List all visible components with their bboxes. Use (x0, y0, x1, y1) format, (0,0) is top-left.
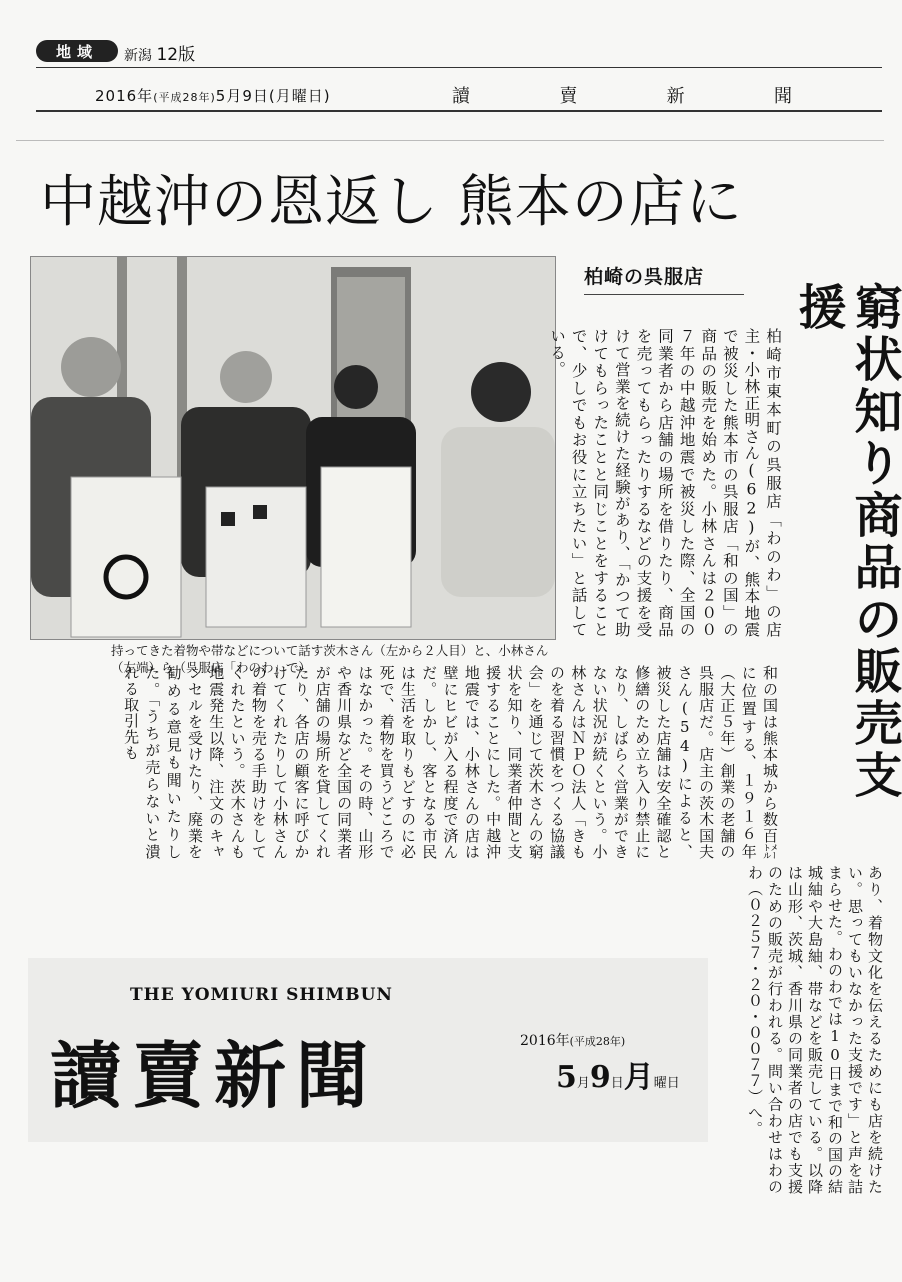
section-tag: 地域 (36, 40, 118, 62)
dateline-date: 5月9日 (215, 87, 269, 105)
edition-region: 新潟 (124, 48, 152, 64)
masthead-era: (平成28年) (569, 1035, 626, 1048)
masthead-weekday-unit: 曜日 (653, 1076, 680, 1091)
masthead-title: 讀賣新聞 (50, 1033, 379, 1118)
paper-char: 賣 (559, 86, 578, 107)
dateline-year: 2016年 (95, 87, 154, 105)
masthead-english: THE YOMIURI SHIMBUN (130, 985, 393, 1005)
top-rule (36, 67, 882, 68)
paper-char: 讀 (452, 86, 470, 107)
headline: 中越沖の恩返し 熊本の店に (40, 170, 743, 235)
dateline (95, 85, 331, 106)
masthead-day-unit: 日 (610, 1076, 624, 1091)
masthead-year (520, 1030, 625, 1050)
lead-paragraph: 柏崎市東本町の呉服店「わのわ」の店主・小林正明さん(62)が、熊本地震で被災した熊本市の呉服店「和の国」の商品の販売を始めた。小林さんは２００７年の中越沖地震で被災した際、全国の同業者から店舗の場所を借りたり、商品を売ってもらったりするなどの支援を受けて営業を続けた経験があり、「かつて助けてもらったことと同じことをすることで、少しでもお役に立ちたい」と話している。 (548, 328, 782, 638)
masthead-day: 9 (589, 1060, 611, 1095)
byline-rule (584, 294, 744, 295)
tail-paragraph: あり、着物文化を伝えるためにも店を続けたい。思ってもいなかった支援です」と声を詰まらせた。わのわでは10日まで和の国の結城紬や大島紬、帯などを販売している。以降は山形、茨城、香川県の同業者の店でも支援のための販売が行われる。問い合わせはわのわ（０２５７・２０・００７７）へ。 (746, 865, 884, 1195)
photo-caption: 持ってきた着物や帯などについて話す茨木さん（左から２人目）と、小林さん（左端）ら（呉服店「わのわ」で） (111, 643, 549, 675)
masthead-weekday: 月 (623, 1060, 654, 1095)
body-paragraph: 和の国は熊本城から数百㍍に位置する、１９１６年（大正５年）創業の老舗の呉服店だ。店主の茨木国夫さん(54)によると、被災した店舗は安全確認と修繕のため立ち入り禁止になり、しばらく営業ができない状況が続くという。小林さんはＮＰＯ法人「きものを着る習慣をつくる協議会」を通じて茨木さんの窮状を知り、同業者仲間と支援することにした。中越沖地震では、小林さんの店は壁にヒビが入る程度で済んだ。しかし、客となる市民は生活を取りもどすのに必死で、着物を買うどころではなかった。その時、山形や香川県など全国の同業者が店舗の場所を貸してくれたり、各店の顧客に呼びかけてくれたりして小林さんの着物を売る手助けをしてくれたという。茨木さんも地震発生以降、注文のキャンセルを受けたり、廃業を勧める意見も聞いたりした。「うちが売らないと潰れる取引先も (122, 665, 779, 860)
masthead-date (556, 1052, 680, 1096)
edition-number: 12版 (156, 45, 196, 65)
photo-illustration (31, 257, 555, 639)
edition-label (124, 40, 195, 65)
byline: 柏崎の呉服店 (584, 266, 705, 288)
dateline-era: (平成28年) (153, 91, 216, 104)
masthead-month-unit: 月 (576, 1076, 590, 1091)
masthead-year-text: 2016年 (520, 1033, 570, 1049)
subheadline: 窮状知り商品の販売支援 (790, 282, 902, 802)
header-rule (36, 110, 882, 112)
article-photo (30, 256, 556, 640)
dateline-weekday: (月曜日) (268, 87, 331, 105)
paper-char: 聞 (773, 86, 792, 107)
masthead-month: 5 (556, 1060, 577, 1095)
paper-name (452, 82, 792, 108)
paper-char: 新 (666, 86, 685, 107)
